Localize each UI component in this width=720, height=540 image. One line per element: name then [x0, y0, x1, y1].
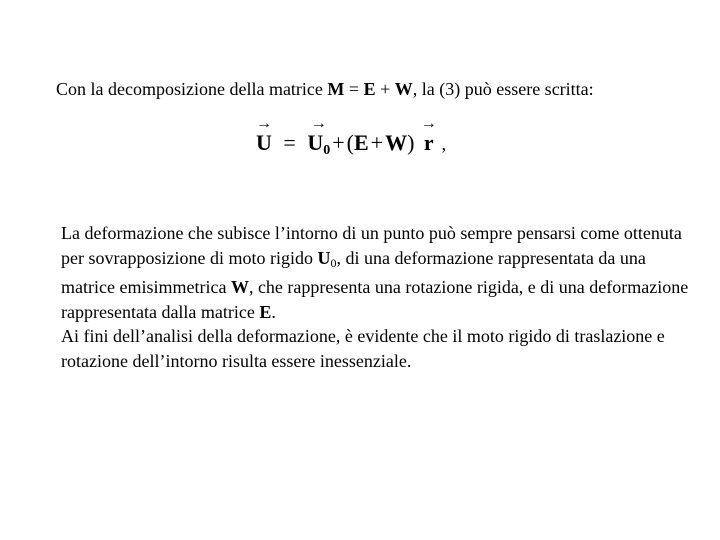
- close-paren: ): [407, 130, 415, 155]
- matrix-e: E: [363, 79, 376, 99]
- intro-sentence: [56, 78, 594, 100]
- intro-prefix: Con la decomposizione della matrice: [56, 79, 328, 99]
- body-text: [61, 221, 701, 373]
- equation-w: W: [385, 130, 408, 155]
- vector-u0: [307, 115, 331, 159]
- equals-sign: =: [283, 130, 296, 155]
- plus-sign-2: +: [370, 130, 384, 155]
- vector-u0-subscript: 0: [323, 143, 331, 158]
- paragraph1-text-1: La deformazione che subisce l’intorno di un punto può sempre pensarsi come ottenuta per sovrapposizione di moto rigido: [61, 223, 682, 268]
- matrix-m: M: [327, 79, 345, 99]
- matrix-w: W: [394, 79, 413, 99]
- open-paren: (: [346, 130, 354, 155]
- equation-e: E: [353, 130, 369, 155]
- paragraph-deformation: [61, 221, 701, 324]
- paragraph1-u: U: [317, 247, 331, 268]
- vector-arrow-icon: →: [310, 115, 327, 132]
- paragraph1-text-3: , che rappresenta una rotazione rigida, e di una deformazione rappresentata dalla matrice: [61, 277, 689, 322]
- displacement-equation: [255, 115, 447, 172]
- paragraph1-w: W: [230, 277, 249, 297]
- vector-arrow-icon: →: [255, 115, 272, 132]
- vector-u-symbol: U: [256, 130, 272, 155]
- vector-arrow-icon: →: [420, 115, 437, 132]
- paragraph1-e: E: [259, 301, 272, 322]
- paragraph1-u-subscript: 0: [330, 255, 337, 270]
- plus-sign: +: [332, 130, 345, 155]
- paragraph1-text-4: .: [271, 301, 276, 322]
- paragraph-analysis: Ai fini dell’analisi della deformazione, è evidente che il moto rigido di traslazione e rotazione dell’intorno risulta essere inessenziale.: [61, 326, 665, 371]
- intro-suffix: , la (3) può essere scritta:: [412, 79, 594, 99]
- vector-u: [255, 115, 272, 156]
- vector-u0-symbol: U: [307, 130, 324, 155]
- equation-comma: ,: [441, 134, 447, 154]
- vector-r-symbol: r: [423, 130, 434, 155]
- intro-equals: =: [344, 79, 364, 99]
- intro-plus: +: [375, 79, 395, 99]
- vector-r: [420, 115, 437, 156]
- paragraph1-text-2: , di una deformazione rappresentata da una matrice emisimmetrica: [61, 247, 646, 297]
